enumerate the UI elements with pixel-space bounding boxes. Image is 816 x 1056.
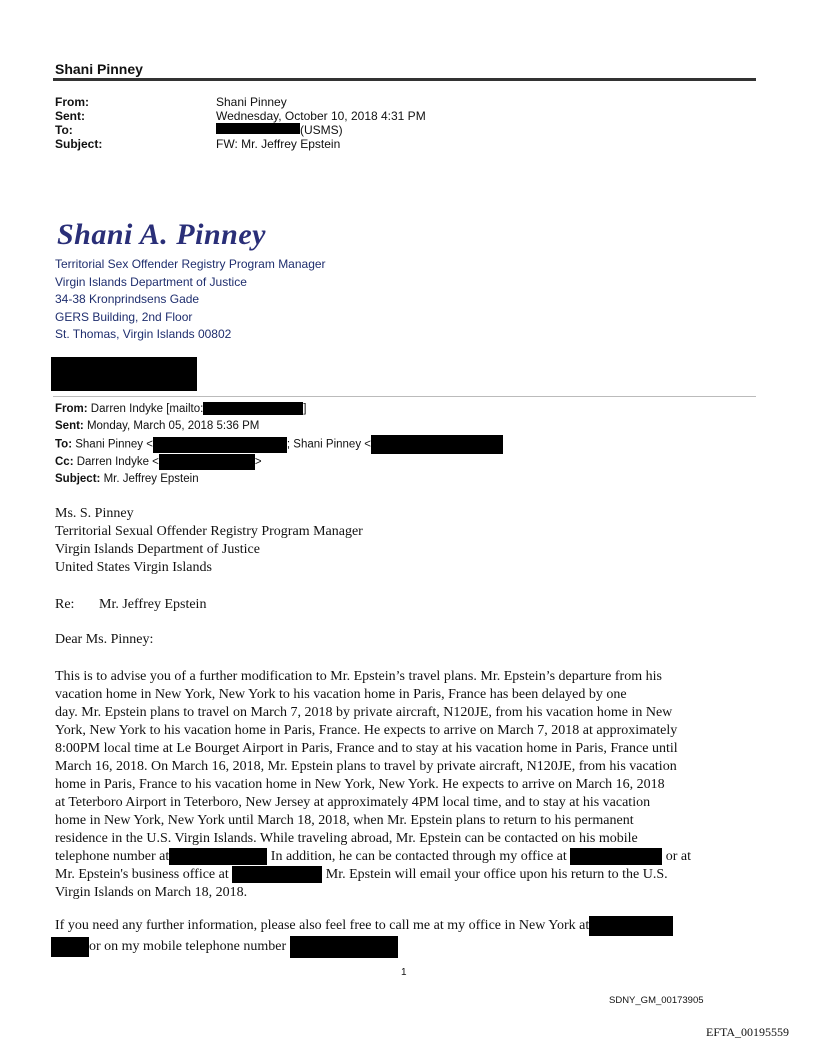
fwd-cc-label: Cc: — [55, 456, 74, 469]
subject-row — [55, 137, 555, 151]
fwd-cc-redaction — [159, 454, 255, 470]
email-header — [55, 95, 555, 151]
signature-address-3: St. Thomas, Virgin Islands 00802 — [55, 327, 232, 341]
sent-row — [55, 109, 555, 123]
fwd-from-label: From: — [55, 403, 88, 415]
fwd-subject-label: Subject: — [55, 473, 101, 486]
paragraph-line: day. Mr. Epstein plans to travel on March 7, 2018 by private aircraft, N120JE, from his vacation home in New — [55, 705, 673, 720]
fwd-to-label: To: — [55, 438, 73, 451]
addressee-line: Ms. S. Pinney — [55, 506, 134, 521]
paragraph-line — [55, 848, 765, 866]
line11-a: telephone number at — [55, 849, 170, 864]
re-value: Mr. Jeffrey Epstein — [99, 597, 207, 612]
line11-c: or at — [665, 849, 692, 864]
fwd-subject-value: Mr. Jeffrey Epstein — [103, 473, 199, 486]
paragraph-line: at Teterboro Airport in Teterboro, New Jersey at approximately 4PM local time, and to stay at his vacation — [55, 795, 651, 810]
fwd-sent-row — [55, 418, 755, 435]
paragraph-line: March 16, 2018. On March 16, 2018, Mr. Epstein plans to travel by private aircraft, N120JE, from his vacation — [55, 759, 677, 774]
handwritten-signature: Shani A. Pinney — [57, 218, 266, 251]
paragraph-line: home in Paris, France to his vacation home in New York, New York. He expects to arrive on March 16, 2018 — [55, 777, 665, 792]
re-line — [55, 596, 206, 614]
paragraph-line: York, New York to his vacation home in Paris, France. He expects to arrive on March 7, 2018 at approximately — [55, 723, 678, 738]
forwarded-header — [55, 401, 755, 488]
to-redaction — [216, 123, 300, 134]
main-paragraph — [55, 668, 765, 902]
forward-divider — [53, 396, 756, 397]
from-label: From: — [55, 95, 89, 109]
addressee-line: United States Virgin Islands — [55, 560, 212, 575]
subject-label: Subject: — [55, 137, 103, 151]
paragraph-line: home in New York, New York until March 18, 2018, when Mr. Epstein plans to return to his permanent — [55, 813, 634, 828]
document-title: Shani Pinney — [55, 61, 143, 77]
phone-redaction-5 — [51, 937, 89, 957]
fwd-sent-value: Monday, March 05, 2018 5:36 PM — [86, 420, 260, 432]
paragraph-line: Virgin Islands on March 18, 2018. — [55, 885, 248, 900]
title-rule — [53, 78, 756, 81]
sent-label: Sent: — [55, 109, 85, 123]
signature-address-1: 34-38 Kronprindsens Gade — [55, 292, 200, 306]
fwd-from-value: Darren Indyke [mailto: — [90, 403, 204, 415]
bates-number: SDNY_GM_00173905 — [609, 995, 704, 1006]
paragraph-line — [55, 866, 765, 884]
fwd-cc-row — [55, 454, 755, 471]
signature-org: Virgin Islands Department of Justice — [55, 274, 247, 289]
fwd-subject-row — [55, 471, 755, 488]
closing-line-2 — [51, 936, 765, 958]
fwd-sent-label: Sent: — [55, 420, 84, 432]
fwd-to-value-1: Shani Pinney < — [75, 438, 153, 451]
phone-redaction-4 — [589, 916, 673, 936]
line11-b: In addition, he can be contacted through my office at — [270, 849, 567, 864]
subject-value: FW: Mr. Jeffrey Epstein — [216, 137, 341, 151]
closing-paragraph — [55, 916, 765, 958]
fwd-from-redaction — [203, 402, 303, 415]
page-number: 1 — [401, 967, 407, 978]
closing-text-2: or on my mobile telephone number — [89, 939, 287, 955]
fwd-to-row — [55, 435, 755, 454]
line12-b: Mr. Epstein will email your office upon his return to the U.S. — [325, 867, 668, 882]
fwd-to-value-2: ; Shani Pinney < — [286, 438, 371, 451]
paragraph-line: This is to advise you of a further modification to Mr. Epstein’s travel plans. Mr. Epstein’s departure from his — [55, 669, 662, 684]
fwd-cc-value: Darren Indyke < — [76, 456, 159, 469]
salutation: Dear Ms. Pinney: — [55, 632, 154, 647]
phone-redaction-3 — [232, 866, 322, 883]
redaction-block — [51, 357, 197, 391]
efta-number: EFTA_00195559 — [706, 1025, 790, 1039]
from-value: Shani Pinney — [216, 95, 287, 109]
signature-address-2: GERS Building, 2nd Floor — [55, 309, 193, 324]
to-row — [55, 123, 555, 137]
addressee-line: Virgin Islands Department of Justice — [55, 542, 260, 557]
re-label: Re: — [55, 597, 75, 612]
closing-text-1: If you need any further information, please also feel free to call me at my office in New York at — [55, 918, 590, 934]
paragraph-line: residence in the U.S. Virgin Islands. While traveling abroad, Mr. Epstein can be contacted on his mobile — [55, 831, 638, 846]
fwd-from-row — [55, 401, 755, 418]
signature-title: Territorial Sex Offender Registry Program Manager — [55, 257, 326, 271]
sent-value: Wednesday, October 10, 2018 4:31 PM — [216, 109, 426, 123]
to-label: To: — [55, 123, 73, 137]
line12-a: Mr. Epstein's business office at — [55, 867, 229, 882]
fwd-to-redaction-2 — [371, 435, 503, 454]
signature-block — [55, 256, 326, 344]
from-row — [55, 95, 555, 109]
addressee-block — [55, 505, 363, 577]
fwd-cc-end: > — [254, 456, 262, 469]
addressee-line: Territorial Sexual Offender Registry Program Manager — [55, 524, 363, 539]
fwd-from-end: ] — [303, 403, 307, 415]
phone-redaction-6 — [290, 936, 398, 958]
closing-line-1 — [55, 916, 765, 936]
to-value: (USMS) — [300, 123, 343, 137]
fwd-to-redaction-1 — [153, 437, 287, 453]
paragraph-line: 8:00PM local time at Le Bourget Airport in Paris, France and to stay at his vacation home in Paris, France until — [55, 741, 678, 756]
phone-redaction-1 — [169, 848, 267, 865]
paragraph-line: vacation home in New York, New York to his vacation home in Paris, France has been delayed by one — [55, 687, 627, 702]
phone-redaction-2 — [570, 848, 662, 865]
